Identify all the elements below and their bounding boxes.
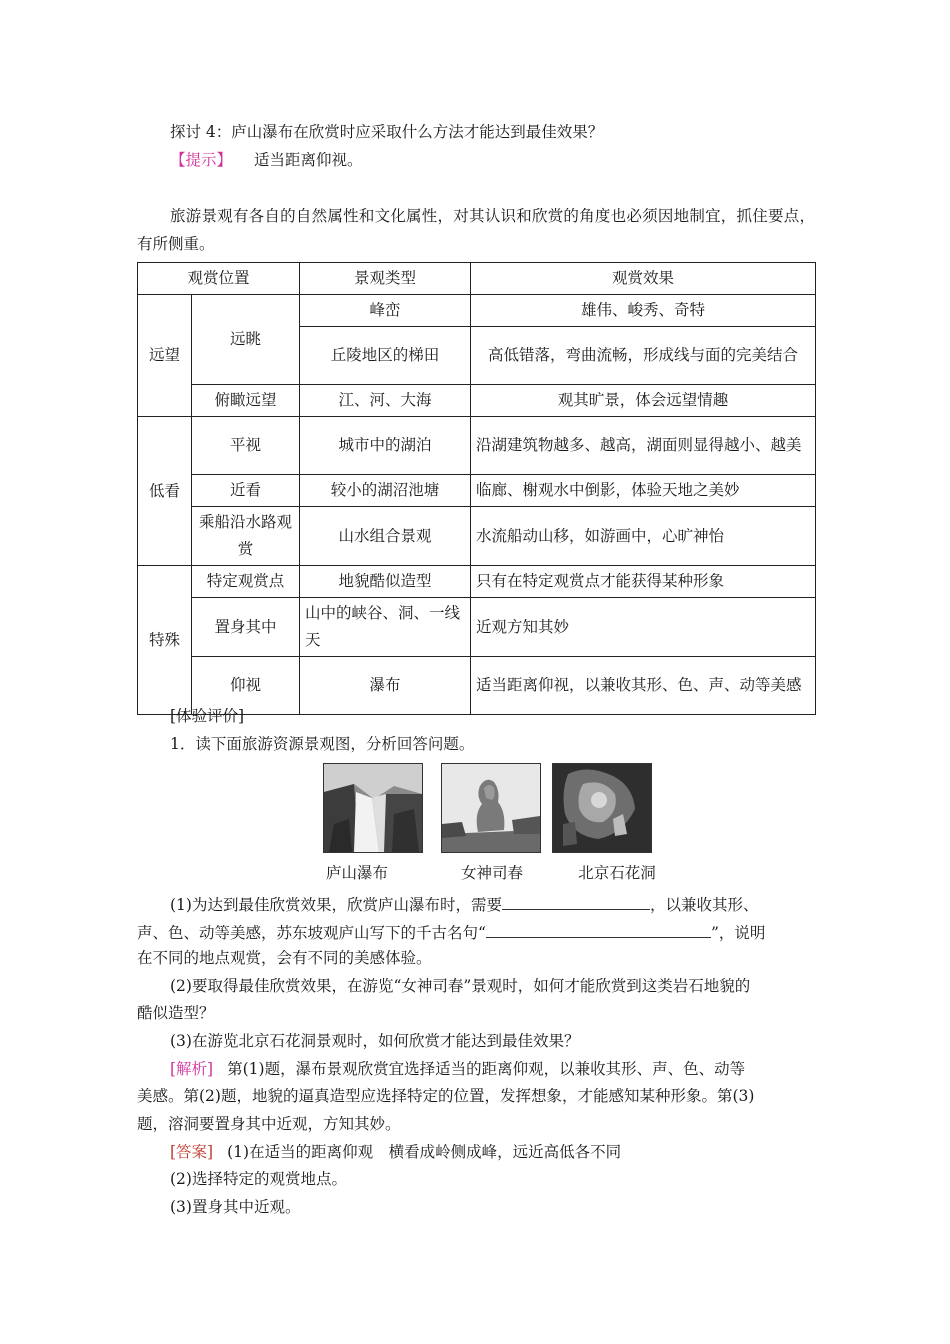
group-special: 特殊 <box>138 566 192 715</box>
row-effect: 观其旷景，体会远望情趣 <box>471 385 816 417</box>
group-low: 低看 <box>138 417 192 566</box>
header-effect: 观赏效果 <box>471 263 816 295</box>
analysis-line-1 <box>170 1059 745 1079</box>
sub-question-1-text-d: ”，说明 <box>710 924 766 942</box>
row-sub: 置身其中 <box>192 598 300 657</box>
answer-blank-1[interactable] <box>502 893 650 910</box>
row-sub: 俯瞰远望 <box>192 385 300 417</box>
answer-line-3: (3)置身其中近观。 <box>170 1198 301 1216</box>
caption-goddess: 女神司春 <box>460 864 523 882</box>
header-position: 观赏位置 <box>138 263 300 295</box>
row-effect: 高低错落，弯曲流畅，形成线与面的完美结合 <box>471 327 816 385</box>
row-sub: 乘船沿水路观赏 <box>192 507 300 566</box>
row-sub: 远眺 <box>192 295 300 385</box>
row-type: 江、河、大海 <box>300 385 471 417</box>
analysis-line-2: 美感。第(2)题，地貌的逼真造型应选择特定的位置，发挥想象，才能感知某种形象。第(3) <box>137 1087 755 1105</box>
row-effect: 沿湖建筑物越多、越高，湖面则显得越小、越美 <box>471 417 816 475</box>
analysis-line-3: 题，溶洞要置身其中近观，方知其妙。 <box>137 1115 401 1133</box>
waterfall-photo <box>323 763 423 853</box>
row-type: 瀑布 <box>300 657 471 715</box>
row-effect: 只有在特定观赏点才能获得某种形象 <box>471 566 816 598</box>
row-effect: 近观方知其妙 <box>471 598 816 657</box>
table-header-row <box>138 263 816 295</box>
question-1-stem: 1．读下面旅游资源景观图，分析回答问题。 <box>170 735 475 753</box>
table-row <box>138 295 816 327</box>
row-effect: 适当距离仰视，以兼收其形、色、声、动等美感 <box>471 657 816 715</box>
rock-sculpture-photo <box>441 763 541 853</box>
answer-tag: [答案] <box>170 1143 214 1161</box>
sub-question-1-line-3: 在不同的地点观赏，会有不同的美感体验。 <box>137 949 432 967</box>
caption-waterfall: 庐山瀑布 <box>325 864 388 882</box>
sub-question-2-line-1: (2)要取得最佳欣赏效果，在游览“女神司春”景观时，如何才能欣赏到这类岩石地貌的 <box>170 977 751 995</box>
intro-paragraph: 旅游景观有各自的自然属性和文化属性，对其认识和欣赏的角度也必须因地制宜，抓住要点，有所侧重。 <box>137 207 815 253</box>
hint-tag: 【提示】 <box>170 151 233 169</box>
cave-photo <box>552 763 652 853</box>
answer-text-1: (1)在适当的距离仰观 横看成岭侧成峰，远近高低各不同 <box>227 1143 622 1161</box>
sub-question-1-text-a: (1)为达到最佳欣赏效果，欣赏庐山瀑布时，需要 <box>170 896 502 914</box>
table-row <box>138 566 816 598</box>
sub-question-3: (3)在游览北京石花洞景观时，如何欣赏才能达到最佳效果？ <box>170 1032 580 1050</box>
analysis-text-1: 第(1)题，瀑布景观欣赏宜选择适当的距离仰观，以兼收其形、声、色、动等 <box>227 1060 746 1078</box>
sub-question-1-text-c: 声、色、动等美感，苏东坡观庐山写下的千古名句“ <box>137 924 486 942</box>
discussion-question: 探讨 4：庐山瀑布在欣赏时应采取什么方法才能达到最佳效果？ <box>170 123 604 141</box>
row-type: 山水组合景观 <box>300 507 471 566</box>
header-landscape-type: 景观类型 <box>300 263 471 295</box>
section-label: [体验评价] <box>170 707 245 725</box>
row-sub: 特定观赏点 <box>192 566 300 598</box>
sub-question-1-text-b: ，以兼收其形、 <box>649 896 759 914</box>
table-row <box>138 417 816 475</box>
row-type: 峰峦 <box>300 295 471 327</box>
viewing-method-table <box>137 262 816 715</box>
answer-line-2: (2)选择特定的观赏地点。 <box>170 1170 347 1188</box>
hint-line <box>170 150 363 170</box>
hint-text: 适当距离仰视。 <box>254 151 363 169</box>
sub-question-1-line-2 <box>137 921 765 943</box>
answer-line-1 <box>170 1142 621 1162</box>
table-row <box>138 385 816 417</box>
answer-blank-2[interactable] <box>486 921 711 938</box>
table-row <box>138 475 816 507</box>
row-type: 丘陵地区的梯田 <box>300 327 471 385</box>
row-sub: 仰视 <box>192 657 300 715</box>
caption-cave: 北京石花洞 <box>578 864 656 882</box>
table-row <box>138 507 816 566</box>
group-far: 远望 <box>138 295 192 417</box>
row-effect: 临廊、榭观水中倒影，体验天地之美妙 <box>471 475 816 507</box>
row-effect: 水流船动山移，如游画中，心旷神怡 <box>471 507 816 566</box>
table-row <box>138 598 816 657</box>
row-sub: 平视 <box>192 417 300 475</box>
row-type: 城市中的湖泊 <box>300 417 471 475</box>
analysis-tag: [解析] <box>170 1060 214 1078</box>
sub-question-1-line-1 <box>170 893 758 915</box>
row-type: 较小的湖沼池塘 <box>300 475 471 507</box>
row-sub: 近看 <box>192 475 300 507</box>
row-type: 山中的峡谷、洞、一线天 <box>300 598 471 657</box>
row-type: 地貌酷似造型 <box>300 566 471 598</box>
sub-question-2-line-2: 酷似造型？ <box>137 1004 215 1022</box>
row-effect: 雄伟、峻秀、奇特 <box>471 295 816 327</box>
